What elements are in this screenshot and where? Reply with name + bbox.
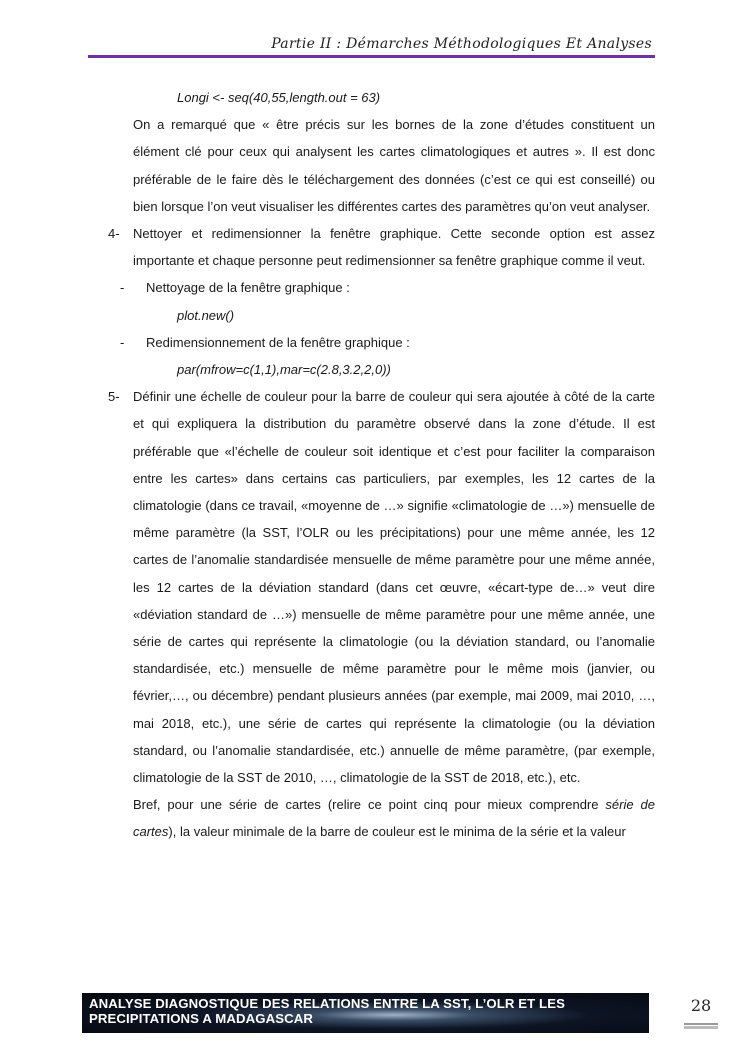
footer-banner xyxy=(82,993,649,1033)
code-plotnew: plot.new() xyxy=(177,307,235,323)
running-header: Partie II : Démarches Méthodologiques Et Analyses xyxy=(271,36,652,52)
bref-end: ), la valeur minimale de la barre de couleur est le minima de la série et la valeur xyxy=(168,824,626,840)
sub-item-text: Redimensionnement de la fenêtre graphique : xyxy=(146,334,410,350)
code-par: par(mfrow=c(1,1),mar=c(2.8,3.2,2,0)) xyxy=(177,362,391,378)
list-text-4: Nettoyer et redimensionner la fenêtre graphique. Cette seconde option est assez importante et chaque personne peut redimensionner sa fenêtre graphique comme il veut. xyxy=(133,226,655,269)
paragraph-bref xyxy=(108,791,655,845)
bref-start: Bref, pour une série de cartes (relire ce point cinq pour mieux comprendre xyxy=(133,797,606,813)
page-body xyxy=(108,84,655,846)
list-item-4 xyxy=(108,220,655,274)
list-text-5: Définir une échelle de couleur pour la barre de couleur qui sera ajoutée à côté de la carte et qui expliquera la distribution du paramètre observé dans la zone d’étude. Il est préférable que «l’échelle de couleur soit identique et c’est pour faciliter la comparaison entre les cartes» dans certains cas particuliers, par exemples, les 12 cartes de la climatologie (dans ce travail, «moyenne de …» signifie «climatologie de …») mensuelle de même paramètre (la SST, l’OLR ou les précipitations) pour une même année, les 12 cartes de l’anomalie standardisée mensuelle de même paramètre pour une même année, les 12 cartes de la déviation standard (dans cet œuvre, «écart-type de…» veut dire «déviation standard de …») mensuelle de même paramètre pour une même année, une série de cartes qui représente la climatologie (ou la déviation standard, ou l’anomalie standardisée, etc.) mensuelle de même paramètre pour le même mois (janvier, ou février,…, ou décembre) pendant plusieurs années (par exemple, mai 2009, mai 2010, …, mai 2018, etc.), une série de cartes qui représente la climatologie (ou la déviation standard, ou l’anomalie standardisée, etc.) annuelle de même paramètre, (par exemple, climatologie de la SST de 2010, …, climatologie de la SST de 2018, etc.), etc. xyxy=(133,389,655,786)
dash-mark: - xyxy=(120,280,125,296)
footer-title-line2: PRECIPITATIONS A MADAGASCAR xyxy=(89,1011,313,1026)
list-item-5 xyxy=(108,383,655,791)
sub-item-nettoyage xyxy=(108,274,655,301)
paragraph-remarque: On a remarqué que « être précis sur les bornes de la zone d’études constituent un élément clé pour ceux qui analysent les cartes climatologiques et autres ». Il est donc préférable de le faire dès le téléchargement des données (c’est ce qui est conseillé) ou bien lorsque l’on veut visualiser les différentes cartes des paramètres qu’on veut analyser. xyxy=(133,117,655,214)
code-longi: Longi <- seq(40,55,length.out = 63) xyxy=(177,90,381,105)
sub-item-redimensionnement xyxy=(108,329,655,356)
footer-title xyxy=(89,996,565,1026)
list-number-5: 5- xyxy=(108,389,120,405)
list-number-4: 4- xyxy=(108,226,120,242)
page-number: 28 xyxy=(684,993,718,1025)
sub-item-text: Nettoyage de la fenêtre graphique : xyxy=(146,280,350,296)
page-number-underline xyxy=(684,1026,718,1029)
bref-italic: série de cartes xyxy=(133,797,655,840)
header-rule xyxy=(88,55,655,58)
footer-title-line1: ANALYSE DIAGNOSTIQUE DES RELATIONS ENTRE LA SST, L’OLR ET LES xyxy=(89,996,566,1011)
dash-mark: - xyxy=(120,334,125,350)
